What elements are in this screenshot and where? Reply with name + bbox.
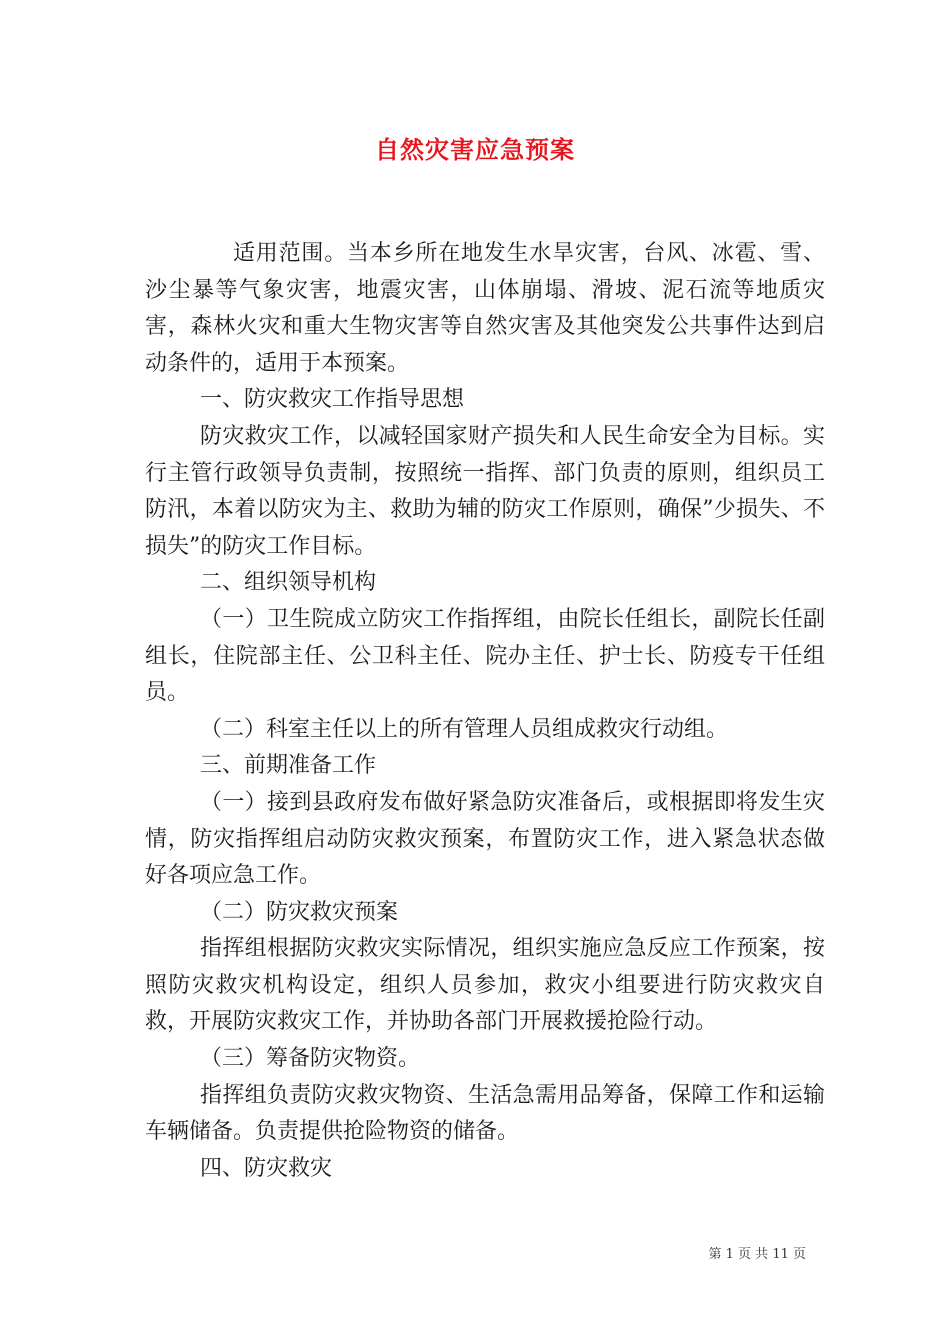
heading-disaster-relief: 四、防灾救灾	[200, 1155, 333, 1181]
paragraph-guiding-thought: 防灾救灾工作，以减轻国家财产损失和人民生命安全为目标。实行主管行政领导负责制，按照统一指挥、部门负责的原则，组织员工防汛，本着以防灾为主、救助为辅的防灾工作原则，确保”少损失、不损失”的防灾工作目标。	[145, 423, 825, 559]
heading-supplies: （三）筹备防灾物资。	[200, 1046, 421, 1072]
page-number-footer: 第 1 页 共 11 页	[708, 1247, 806, 1262]
paragraph-disaster-plan: 指挥组根据防灾救灾实际情况，组织实施应急反应工作预案，按照防灾救灾机构设定，组织人员参加，救灾小组要进行防灾救灾自救，开展防灾救灾工作，并协助各部门开展救援抢险行动。	[145, 936, 825, 1035]
paragraph-preparation-1: （一）接到县政府发布做好紧急防灾准备后，或根据即将发生灾情，防灾指挥组启动防灾救灾预案，布置防灾工作，进入紧急状态做好各项应急工作。	[145, 789, 825, 889]
heading-organization: 二、组织领导机构	[200, 570, 377, 596]
heading-guiding-thought: 一、防灾救灾工作指导思想	[200, 387, 465, 413]
document-body	[145, 236, 825, 1187]
paragraph-scope: 适用范围。当本乡所在地发生水旱灾害，台风、冰雹、雪、沙尘暴等气象灾害，地震灾害，山体崩塌、滑坡、泥石流等地质灾害，森林火灾和重大生物灾害等自然灾害及其他突发公共事件达到启动条件的，适用于本预案。	[145, 241, 825, 376]
paragraph-supplies: 指挥组负责防灾救灾物资、生活急需用品筹备，保障工作和运输车辆储备。负责提供抢险物资的储备。	[145, 1082, 825, 1145]
paragraph-organization-2: （二）科室主任以上的所有管理人员组成救灾行动组。	[200, 716, 729, 742]
paragraph-organization-1: （一）卫生院成立防灾工作指挥组，由院长任组长，副院长任副组长，住院部主任、公卫科主任、院办主任、护士长、防疫专干任组员。	[145, 606, 825, 706]
document-title: 自然灾害应急预案	[375, 135, 575, 164]
heading-preparation: 三、前期准备工作	[200, 753, 377, 779]
heading-disaster-plan: （二）防灾救灾预案	[200, 899, 399, 925]
